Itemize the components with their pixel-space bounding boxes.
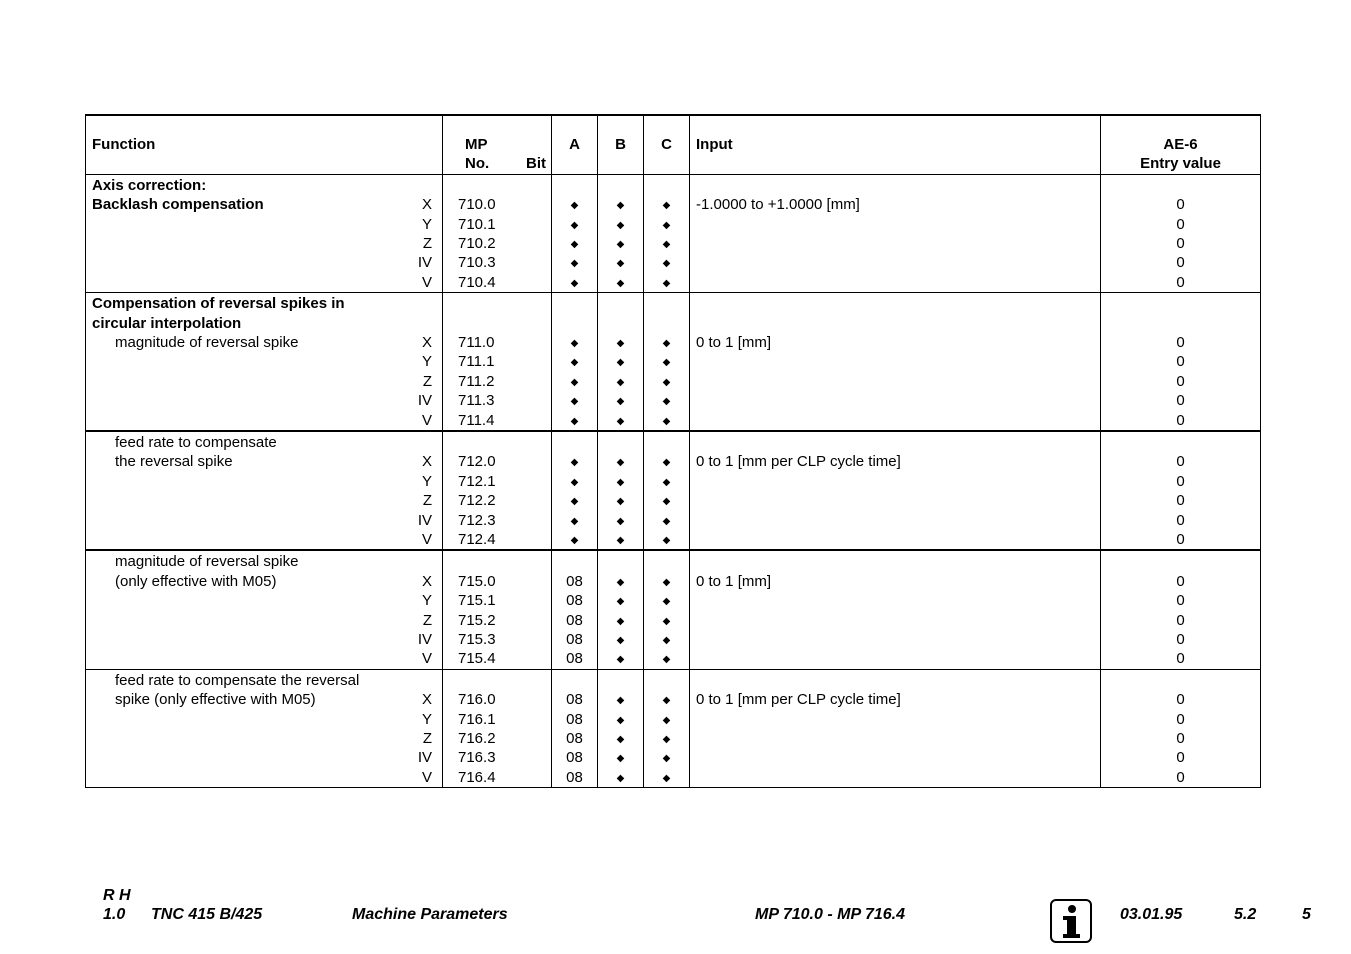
bullet-icon: ◆ <box>616 200 625 212</box>
entry-value-cell <box>1101 669 1261 787</box>
bullet-icon: ◆ <box>616 753 625 765</box>
bullet-icon: ◆ <box>570 396 579 408</box>
mp-number: 711.2 <box>458 372 495 390</box>
function-heading: Axis correction: <box>92 176 207 194</box>
header-input: Input <box>690 115 1101 174</box>
mp-number: 712.2 <box>458 492 496 510</box>
footer-version: 1.0 <box>103 906 126 923</box>
footer-date: 03.01.95 <box>1120 906 1183 923</box>
bullet-icon: ◆ <box>570 277 579 289</box>
bullet-icon: ◆ <box>616 258 625 270</box>
axis-label: Y <box>421 710 432 728</box>
bullet-icon: ◆ <box>662 534 671 546</box>
info-icon <box>1050 899 1092 943</box>
entry-value: 0 <box>1176 710 1185 728</box>
axis-label: X <box>421 453 432 471</box>
bullet-icon: ◆ <box>616 654 625 666</box>
mp-number: 716.2 <box>458 729 496 747</box>
bit-value: 08 <box>566 650 583 668</box>
bullet-icon: ◆ <box>570 238 579 250</box>
entry-value: 0 <box>1176 472 1185 490</box>
bullet-icon: ◆ <box>616 496 625 508</box>
entry-value: 0 <box>1176 729 1185 747</box>
header-entry-value <box>1101 115 1261 174</box>
bullet-icon: ◆ <box>662 496 671 508</box>
bullet-icon: ◆ <box>616 576 625 588</box>
mp-number: 710.2 <box>458 234 496 252</box>
axis-label: IV <box>417 749 432 767</box>
axis-label: Z <box>422 492 432 510</box>
table-body <box>86 174 1261 787</box>
axis-label: Y <box>421 353 432 371</box>
mp-number: 712.0 <box>458 453 496 471</box>
bullet-icon: ◆ <box>570 258 579 270</box>
bit-value: 08 <box>566 611 583 629</box>
axis-label: IV <box>417 630 432 648</box>
header-function: Function <box>86 115 443 174</box>
entry-value: 0 <box>1176 630 1185 648</box>
bullet-icon: ◆ <box>616 634 625 646</box>
bullet-icon: ◆ <box>662 219 671 231</box>
bullet-icon: ◆ <box>616 596 625 608</box>
input-cell <box>690 550 1101 669</box>
mp-number: 710.3 <box>458 254 496 272</box>
bullet-icon: ◆ <box>616 277 625 289</box>
entry-value: 0 <box>1176 749 1185 767</box>
axis-label: V <box>421 650 432 668</box>
mp-number: 711.1 <box>458 353 495 371</box>
bullet-icon: ◆ <box>570 534 579 546</box>
bullet-icon: ◆ <box>570 457 579 469</box>
input-range: 0 to 1 [mm per CLP cycle time] <box>696 691 901 709</box>
bullet-icon: ◆ <box>616 534 625 546</box>
footer-product: TNC 415 B/425 <box>151 906 263 923</box>
bullet-icon: ◆ <box>662 337 671 349</box>
function-description: feed rate to compensate the reversal <box>115 671 360 689</box>
function-cell <box>86 293 443 431</box>
bit-value: 08 <box>566 768 583 786</box>
mp-number: 711.0 <box>458 333 495 351</box>
header-mp-no-bit <box>443 115 552 174</box>
axis-label: X <box>421 333 432 351</box>
mp-number: 711.3 <box>458 392 495 410</box>
axis-label: V <box>421 411 432 429</box>
bullet-icon-cell <box>552 174 598 292</box>
entry-value: 0 <box>1176 196 1185 214</box>
mp-number: 716.0 <box>458 691 496 709</box>
entry-value: 0 <box>1176 492 1185 510</box>
bit-value: 08 <box>566 592 583 610</box>
bullet-icon: ◆ <box>616 457 625 469</box>
mp-number: 710.4 <box>458 273 496 291</box>
footer-section-title: Machine Parameters <box>352 906 508 923</box>
table-row <box>86 669 1261 787</box>
bit-value-cell <box>552 550 598 669</box>
mp-number: 712.1 <box>458 472 496 490</box>
bullet-icon: ◆ <box>616 238 625 250</box>
bullet-icon-cell <box>552 293 598 431</box>
bit-value: 08 <box>566 729 583 747</box>
axis-label: IV <box>417 511 432 529</box>
header-no: No. <box>465 155 490 173</box>
function-heading: Backlash compensation <box>92 196 264 214</box>
input-range: 0 to 1 [mm] <box>696 572 772 590</box>
header-b: B <box>598 115 644 174</box>
mp-number: 711.4 <box>458 411 495 429</box>
entry-value: 0 <box>1176 572 1185 590</box>
entry-value: 0 <box>1176 333 1185 351</box>
bullet-icon: ◆ <box>616 515 625 527</box>
axis-label: IV <box>417 392 432 410</box>
function-cell <box>86 431 443 550</box>
bullet-icon: ◆ <box>616 695 625 707</box>
entry-value: 0 <box>1176 611 1185 629</box>
function-cell <box>86 669 443 787</box>
bullet-icon: ◆ <box>616 615 625 627</box>
header-c: C <box>644 115 690 174</box>
mp-number-cell <box>443 293 552 431</box>
machine-parameter-table <box>85 114 1261 788</box>
entry-value-cell <box>1101 293 1261 431</box>
entry-value: 0 <box>1176 234 1185 252</box>
function-description: the reversal spike <box>115 453 233 471</box>
bullet-icon: ◆ <box>662 357 671 369</box>
bullet-icon-cell <box>598 431 644 550</box>
function-description: (only effective with M05) <box>115 572 277 590</box>
mp-number: 715.1 <box>458 592 496 610</box>
bullet-icon: ◆ <box>662 576 671 588</box>
mp-number: 716.1 <box>458 710 496 728</box>
mp-number: 710.1 <box>458 215 496 233</box>
bullet-icon: ◆ <box>570 515 579 527</box>
bullet-icon: ◆ <box>662 714 671 726</box>
entry-value: 0 <box>1176 768 1185 786</box>
bit-value: 08 <box>566 749 583 767</box>
bullet-icon-cell <box>598 293 644 431</box>
bullet-icon: ◆ <box>570 496 579 508</box>
input-range: -1.0000 to +1.0000 [mm] <box>696 196 860 214</box>
bullet-icon: ◆ <box>570 337 579 349</box>
bullet-icon: ◆ <box>570 219 579 231</box>
mp-number: 715.2 <box>458 611 496 629</box>
entry-value: 0 <box>1176 353 1185 371</box>
axis-label: X <box>421 691 432 709</box>
mp-number-cell <box>443 550 552 669</box>
axis-label: Z <box>422 372 432 390</box>
bullet-icon: ◆ <box>616 376 625 388</box>
bullet-icon: ◆ <box>616 772 625 784</box>
bullet-icon-cell <box>644 174 690 292</box>
footer-page: 5 <box>1302 906 1311 923</box>
input-cell <box>690 174 1101 292</box>
entry-value: 0 <box>1176 372 1185 390</box>
bullet-icon: ◆ <box>662 200 671 212</box>
table-row <box>86 431 1261 550</box>
bullet-icon-cell <box>644 550 690 669</box>
axis-label: Z <box>422 235 432 252</box>
bullet-icon: ◆ <box>662 654 671 666</box>
header-a: A <box>552 115 598 174</box>
bullet-icon: ◆ <box>616 714 625 726</box>
bullet-icon: ◆ <box>570 357 579 369</box>
function-description: feed rate to compensate <box>115 433 277 451</box>
footer-initials: R H <box>103 887 131 904</box>
bullet-icon: ◆ <box>662 415 671 427</box>
bit-value-cell <box>552 669 598 787</box>
entry-value: 0 <box>1176 511 1185 529</box>
table-header-row <box>86 115 1261 174</box>
mp-number: 715.0 <box>458 572 496 590</box>
axis-label: Z <box>422 611 432 629</box>
entry-value: 0 <box>1176 392 1185 410</box>
input-cell <box>690 669 1101 787</box>
bullet-icon: ◆ <box>662 238 671 250</box>
axis-label: V <box>421 273 432 291</box>
bullet-icon: ◆ <box>616 476 625 488</box>
axis-label: X <box>421 196 432 214</box>
function-description: magnitude of reversal spike <box>115 553 299 571</box>
bullet-icon: ◆ <box>662 258 671 270</box>
entry-value-cell <box>1101 550 1261 669</box>
bit-value: 08 <box>566 710 583 728</box>
bullet-icon: ◆ <box>662 733 671 745</box>
bullet-icon: ◆ <box>662 515 671 527</box>
axis-label: Y <box>421 215 432 233</box>
table-row <box>86 293 1261 431</box>
footer-section: 5.2 <box>1234 906 1257 923</box>
function-heading: Compensation of reversal spikes in <box>92 295 345 313</box>
mp-number: 716.4 <box>458 768 496 786</box>
header-bit: Bit <box>526 155 546 173</box>
bullet-icon: ◆ <box>662 753 671 765</box>
axis-label: Y <box>421 592 432 610</box>
header-ae6: AE-6 <box>1163 136 1198 153</box>
axis-label: V <box>421 768 432 786</box>
bullet-icon: ◆ <box>662 596 671 608</box>
bullet-icon-cell <box>552 431 598 550</box>
header-entry: Entry value <box>1140 155 1221 173</box>
bullet-icon: ◆ <box>662 277 671 289</box>
bullet-icon: ◆ <box>662 634 671 646</box>
bullet-icon: ◆ <box>616 733 625 745</box>
bullet-icon: ◆ <box>570 415 579 427</box>
entry-value: 0 <box>1176 254 1185 272</box>
function-description: magnitude of reversal spike <box>115 334 299 351</box>
bullet-icon: ◆ <box>570 200 579 212</box>
footer-mp-range: MP 710.0 - MP 716.4 <box>755 906 905 923</box>
bullet-icon: ◆ <box>662 457 671 469</box>
input-range: 0 to 1 [mm per CLP cycle time] <box>696 453 901 471</box>
bullet-icon-cell <box>598 550 644 669</box>
mp-number-cell <box>443 174 552 292</box>
mp-number: 715.3 <box>458 630 496 648</box>
bullet-icon: ◆ <box>616 337 625 349</box>
mp-number: 712.4 <box>458 530 496 548</box>
function-heading: circular interpolation <box>92 314 242 332</box>
table-row <box>86 174 1261 292</box>
mp-number: 716.3 <box>458 749 496 767</box>
bullet-icon: ◆ <box>662 376 671 388</box>
entry-value: 0 <box>1176 592 1185 610</box>
bullet-icon-cell <box>644 293 690 431</box>
bullet-icon: ◆ <box>616 357 625 369</box>
entry-value-cell <box>1101 431 1261 550</box>
page-footer <box>0 880 1351 954</box>
axis-label: Y <box>421 472 432 490</box>
bullet-icon: ◆ <box>662 772 671 784</box>
mp-number: 710.0 <box>458 196 496 214</box>
entry-value: 0 <box>1176 691 1185 709</box>
function-description: spike (only effective with M05) <box>115 691 316 709</box>
function-cell <box>86 550 443 669</box>
entry-value: 0 <box>1176 530 1185 548</box>
bullet-icon: ◆ <box>662 396 671 408</box>
bit-value: 08 <box>566 691 583 709</box>
bullet-icon: ◆ <box>662 615 671 627</box>
function-cell <box>86 174 443 292</box>
bullet-icon: ◆ <box>616 219 625 231</box>
axis-label: V <box>421 530 432 548</box>
axis-label: X <box>421 572 432 590</box>
entry-value: 0 <box>1176 650 1185 668</box>
bullet-icon: ◆ <box>616 396 625 408</box>
entry-value: 0 <box>1176 453 1185 471</box>
mp-number: 712.3 <box>458 511 496 529</box>
entry-value: 0 <box>1176 215 1185 233</box>
bullet-icon: ◆ <box>616 415 625 427</box>
bit-value: 08 <box>566 630 583 648</box>
bullet-icon-cell <box>644 431 690 550</box>
axis-label: Z <box>422 729 432 747</box>
input-range: 0 to 1 [mm] <box>696 333 772 351</box>
entry-value: 0 <box>1176 411 1185 429</box>
bullet-icon: ◆ <box>662 476 671 488</box>
bullet-icon-cell <box>644 669 690 787</box>
header-mp: MP <box>465 136 488 153</box>
bullet-icon-cell <box>598 669 644 787</box>
bullet-icon: ◆ <box>570 476 579 488</box>
bullet-icon: ◆ <box>662 695 671 707</box>
mp-number-cell <box>443 669 552 787</box>
entry-value-cell <box>1101 174 1261 292</box>
input-cell <box>690 293 1101 431</box>
bullet-icon: ◆ <box>570 376 579 388</box>
mp-number: 715.4 <box>458 650 496 668</box>
mp-number-cell <box>443 431 552 550</box>
table-row <box>86 550 1261 669</box>
entry-value: 0 <box>1176 273 1185 291</box>
bit-value: 08 <box>566 572 583 590</box>
bullet-icon-cell <box>598 174 644 292</box>
input-cell <box>690 431 1101 550</box>
axis-label: IV <box>417 254 432 272</box>
